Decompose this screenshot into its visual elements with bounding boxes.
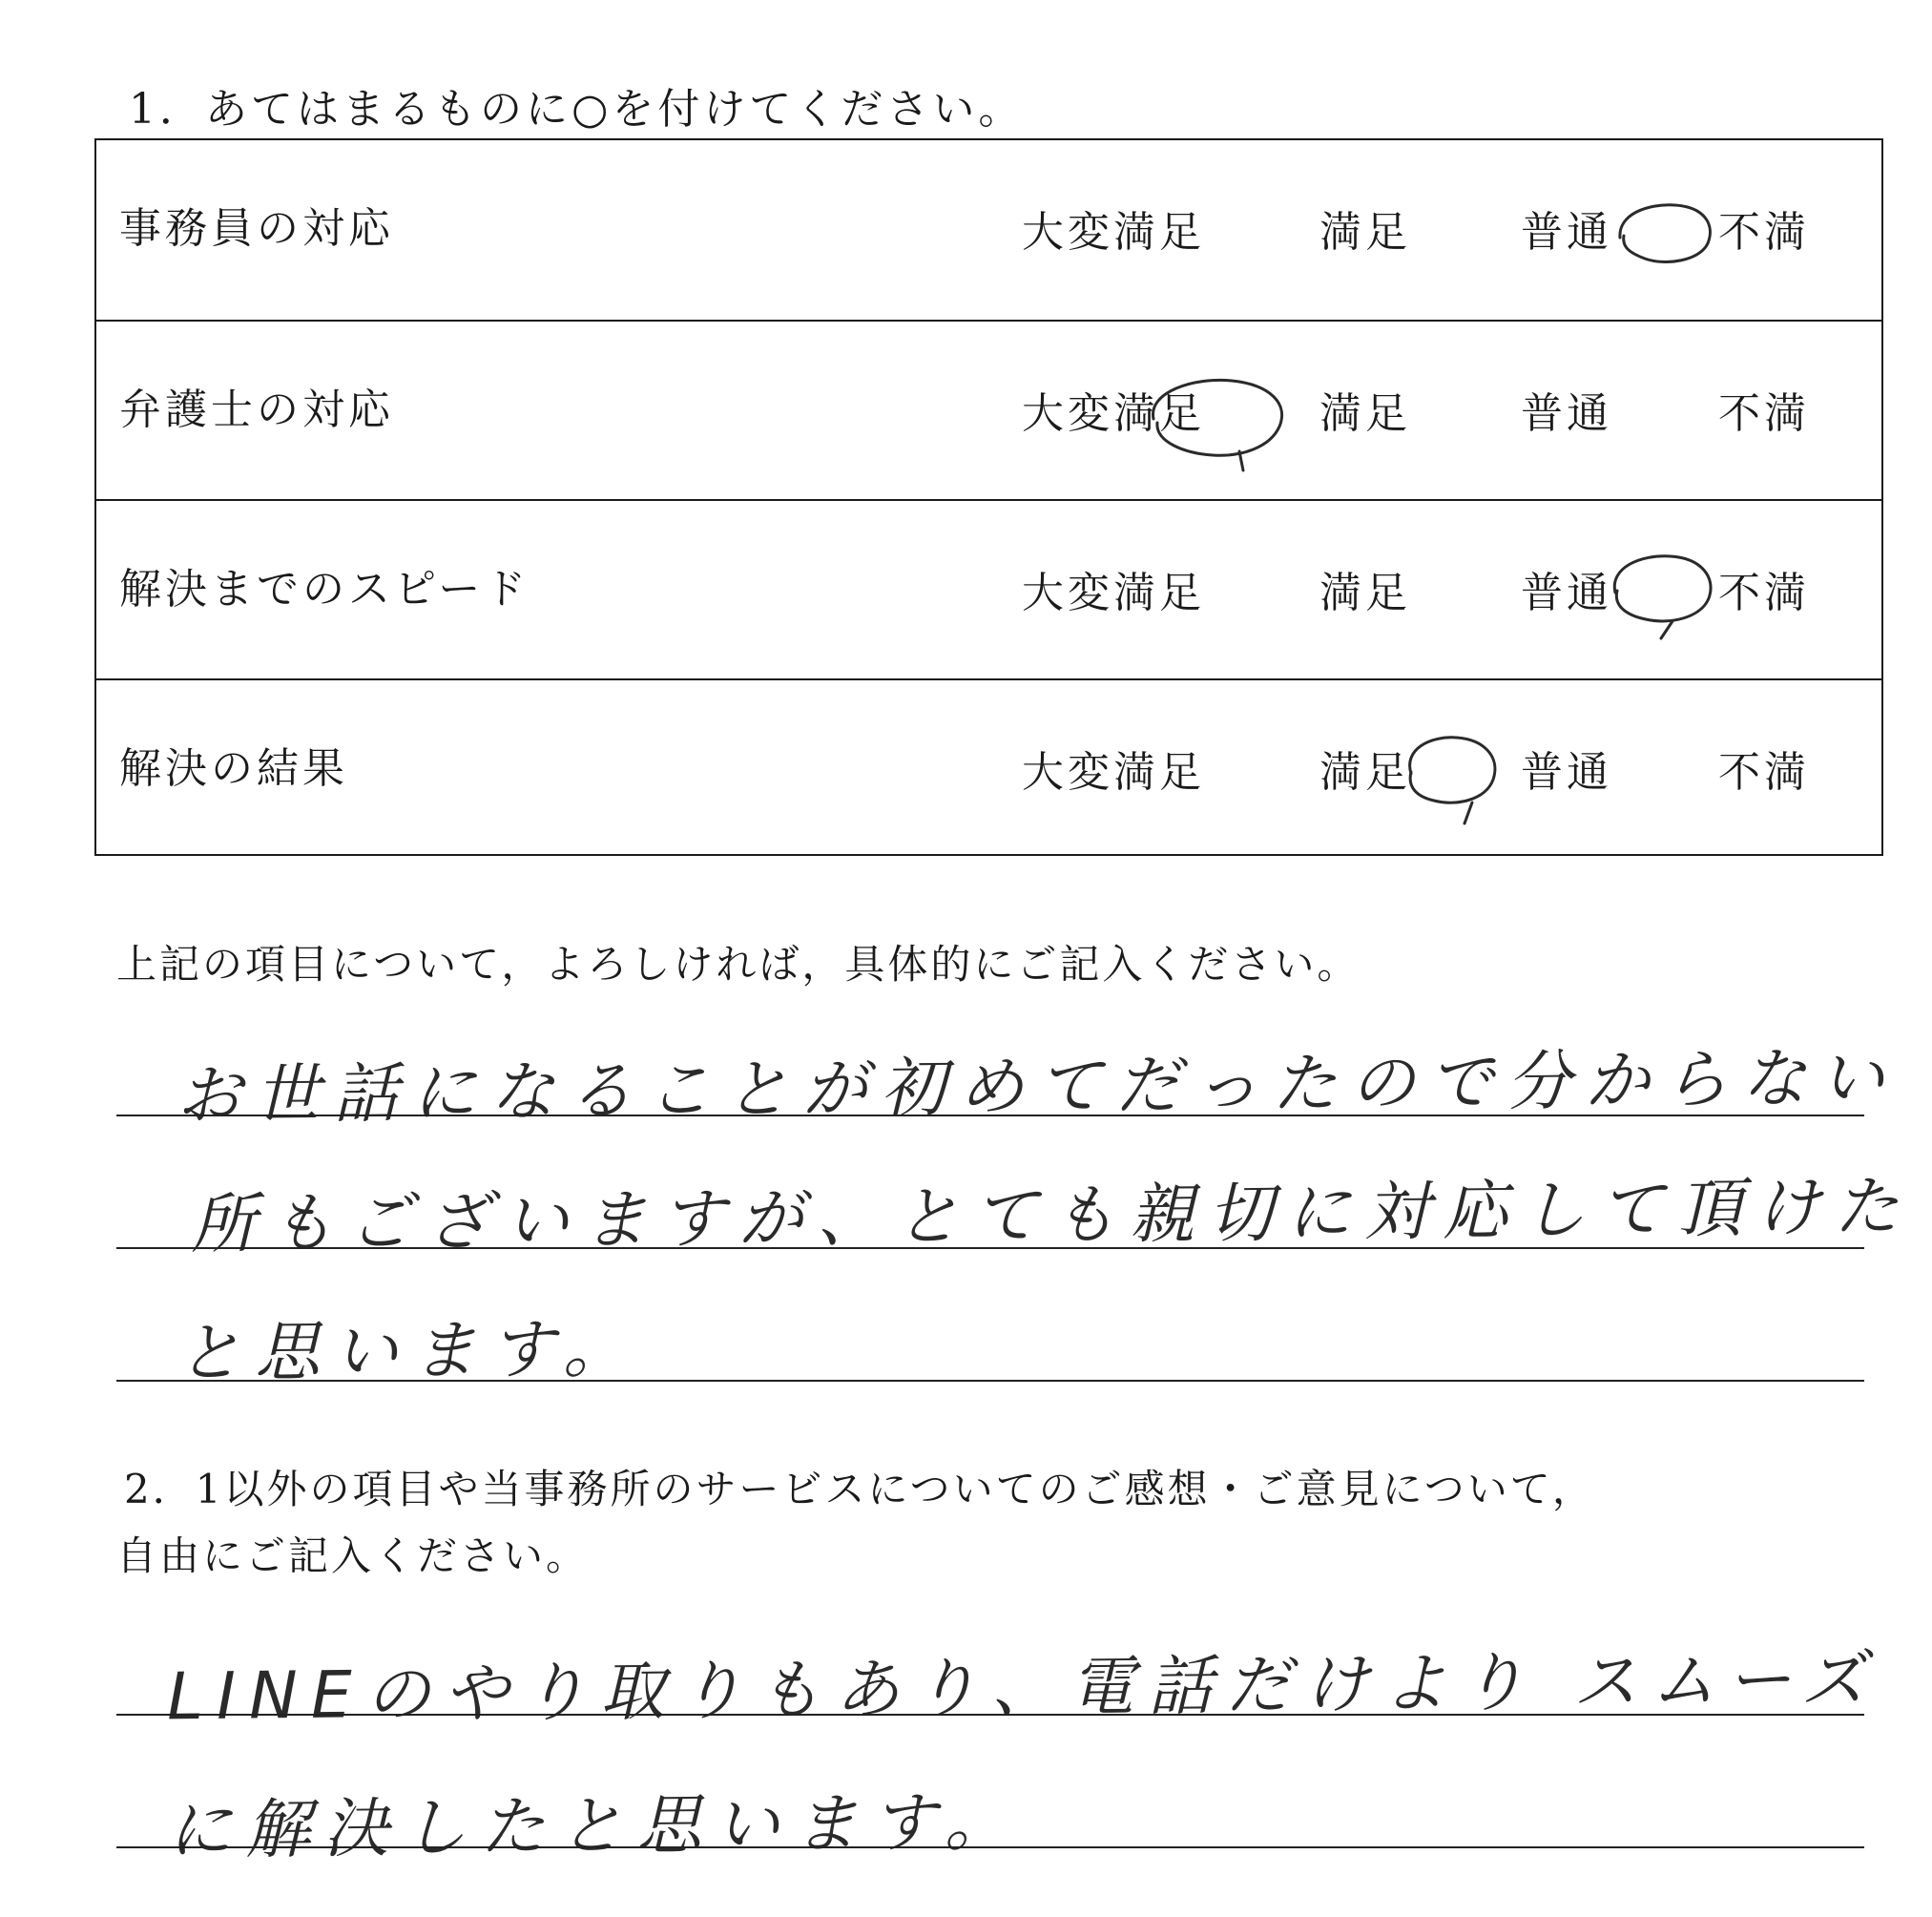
rating-row-result — [96, 678, 1881, 858]
answer-line — [116, 1115, 1864, 1116]
option-dissatisfied[interactable]: 不満 — [1718, 569, 1810, 617]
handwritten-comment-line: に解決したと思います。 — [166, 1784, 1024, 1869]
rating-row-lawyer — [96, 320, 1881, 499]
option-neutral[interactable]: 普通 — [1521, 208, 1612, 257]
rating-row-staff — [96, 140, 1881, 320]
selection-circle-mark — [1602, 549, 1726, 644]
option-satisfied[interactable]: 満足 — [1319, 208, 1411, 257]
q2-heading-line1: 2．1以外の項目や当事務所のサービスについてのご感想・ご意見について， — [124, 1466, 1595, 1512]
answer-line — [116, 1846, 1864, 1848]
option-satisfied[interactable]: 満足 — [1319, 569, 1411, 617]
option-neutral[interactable]: 普通 — [1521, 389, 1612, 438]
option-neutral[interactable]: 普通 — [1521, 569, 1612, 617]
option-very-satisfied[interactable]: 大変満足 — [1022, 748, 1205, 797]
row-label: 解決までのスピード — [119, 565, 530, 614]
answer-line — [116, 1247, 1864, 1249]
answer-line — [116, 1380, 1864, 1382]
handwritten-comment-line: 所もございますが、とても親切に対応して頂けた — [190, 1169, 1913, 1263]
handwritten-comment-line: と思います。 — [176, 1311, 642, 1392]
rating-table — [94, 138, 1883, 856]
option-satisfied[interactable]: 満足 — [1319, 389, 1411, 438]
option-dissatisfied[interactable]: 不満 — [1718, 748, 1810, 797]
q2-heading-line2: 自由にご記入ください。 — [116, 1532, 590, 1579]
row-label: 事務員の対応 — [119, 204, 394, 253]
handwritten-comment-line: LINEのやり取りもあり、電話だけより スムーズ — [166, 1641, 1880, 1736]
option-dissatisfied[interactable]: 不満 — [1718, 208, 1810, 257]
option-neutral[interactable]: 普通 — [1521, 748, 1612, 797]
option-very-satisfied[interactable]: 大変満足 — [1022, 208, 1205, 257]
selection-circle-mark — [1609, 198, 1723, 274]
option-satisfied[interactable]: 満足 — [1319, 748, 1411, 797]
option-dissatisfied[interactable]: 不満 — [1718, 389, 1810, 438]
q1-heading: 1．あてはまるものに○を付けてください。 — [129, 85, 1025, 134]
answer-line — [116, 1714, 1864, 1716]
comment-prompt: 上記の項目について，よろしければ，具体的にご記入ください。 — [116, 941, 1361, 988]
option-very-satisfied[interactable]: 大変満足 — [1022, 389, 1205, 438]
selection-circle-mark — [1396, 728, 1510, 828]
row-label: 解決の結果 — [119, 744, 348, 793]
option-very-satisfied[interactable]: 大変満足 — [1022, 569, 1205, 617]
rating-row-speed — [96, 499, 1881, 678]
handwritten-comment-line: お世話になることが初めてだったので分からない — [176, 1040, 1899, 1135]
row-label: 弁護士の対応 — [119, 385, 394, 434]
